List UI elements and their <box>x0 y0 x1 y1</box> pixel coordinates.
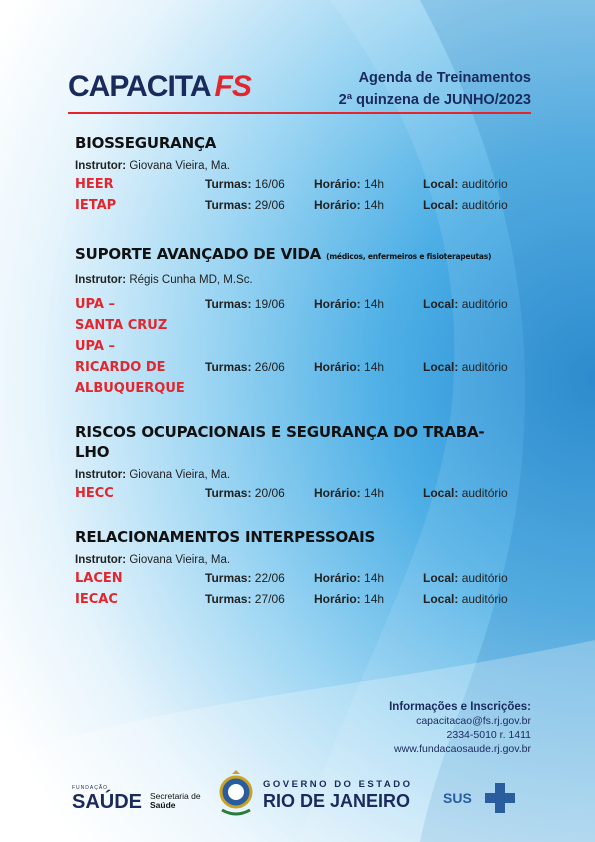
section-title: RELACIONAMENTOS INTERPESSOAIS <box>75 528 376 546</box>
unit-name: SANTA CRUZ <box>75 318 168 333</box>
turma-date: Turmas: 16/06 <box>205 177 285 191</box>
horario: Horário: 14h <box>314 486 385 500</box>
local: Local: auditório <box>423 297 508 311</box>
contact-phone: 2334-5010 r. 1411 <box>446 729 531 741</box>
unit-name: IETAP <box>75 198 117 213</box>
agenda-title: Agenda de Treinamentos <box>358 70 531 86</box>
unit-name: RICARDO DE <box>75 360 166 375</box>
turma-date: Turmas: 20/06 <box>205 486 285 500</box>
horario: Horário: 14h <box>314 297 385 311</box>
unit-name: UPA – <box>75 339 115 354</box>
training-row <box>75 174 535 195</box>
contact-title: Informações e Inscrições: <box>389 701 531 713</box>
sus-text: SUS <box>443 790 472 806</box>
turma-date: Turmas: 27/06 <box>205 592 285 606</box>
header-divider <box>68 112 531 114</box>
state-coat-of-arms-icon <box>216 770 256 820</box>
turma-date: Turmas: 22/06 <box>205 571 285 585</box>
section-relacionamentos <box>75 527 535 610</box>
local: Local: auditório <box>423 592 508 606</box>
logo-main-text: CAPACITA <box>68 70 211 103</box>
training-row <box>75 483 535 504</box>
horario: Horário: 14h <box>314 592 385 606</box>
unit-name: UPA – <box>75 297 115 312</box>
section-subtitle: (médicos, enfermeiros e fisioterapeutas) <box>326 252 492 261</box>
local: Local: auditório <box>423 360 508 374</box>
contact-info <box>389 700 531 756</box>
training-row <box>75 195 535 216</box>
turma-date: Turmas: 29/06 <box>205 198 285 212</box>
training-row-continued <box>75 378 535 399</box>
training-row <box>75 294 535 315</box>
turma-date: Turmas: 19/06 <box>205 297 285 311</box>
local: Local: auditório <box>423 571 508 585</box>
training-row <box>75 568 535 589</box>
agenda-period: 2ª quinzena de JUNHO/2023 <box>338 92 531 108</box>
horario: Horário: 14h <box>314 177 385 191</box>
contact-website[interactable]: www.fundacaosaude.rj.gov.br <box>394 743 531 755</box>
horario: Horário: 14h <box>314 571 385 585</box>
unit-name: LACEN <box>75 571 123 586</box>
unit-name: HEER <box>75 177 114 192</box>
agenda-heading <box>339 67 531 111</box>
unit-name: ALBUQUERQUE <box>75 381 185 396</box>
governo-rj-logo: GOVERNO DO ESTADO RIO DE JANEIRO <box>263 779 413 811</box>
turma-date: Turmas: 26/06 <box>205 360 285 374</box>
section-suporte-avancado <box>75 244 535 399</box>
training-row <box>75 589 535 610</box>
local: Local: auditório <box>423 177 508 191</box>
contact-email[interactable]: capacitacao@fs.rj.gov.br <box>416 715 531 727</box>
instructor-line: Instrutor: Giovana Vieira, Ma. <box>75 554 231 566</box>
horario: Horário: 14h <box>314 198 385 212</box>
section-biosseguranca <box>75 133 535 216</box>
unit-name: IECAC <box>75 592 118 607</box>
sus-logo-icon <box>443 779 523 819</box>
section-title: BIOSSEGURANÇA <box>75 134 217 152</box>
section-title: SUPORTE AVANÇADO DE VIDA (médicos, enfermeiros e fisioterapeutas) <box>75 245 492 263</box>
section-title: RISCOS OCUPACIONAIS E SEGURANÇA DO TRABA- LHO <box>75 423 485 461</box>
training-row <box>75 357 535 378</box>
instructor-line: Instrutor: Régis Cunha MD, M.Sc. <box>75 274 253 286</box>
local: Local: auditório <box>423 198 508 212</box>
instructor-line: Instrutor: Giovana Vieira, Ma. <box>75 469 231 481</box>
section-riscos-ocupacionais <box>75 422 535 504</box>
horario: Horário: 14h <box>314 360 385 374</box>
capacita-fs-logo <box>68 72 251 102</box>
unit-name: HECC <box>75 486 114 501</box>
secretaria-saude-logo: Secretaria de Saúde <box>150 791 201 810</box>
instructor-line: Instrutor: Giovana Vieira, Ma. <box>75 160 231 172</box>
local: Local: auditório <box>423 486 508 500</box>
training-row-continued <box>75 315 535 336</box>
training-row-continued <box>75 336 535 357</box>
fundacao-saude-logo: FUNDAÇÃO SAÚDE <box>72 785 143 813</box>
logo-suffix-text: FS <box>214 70 251 103</box>
